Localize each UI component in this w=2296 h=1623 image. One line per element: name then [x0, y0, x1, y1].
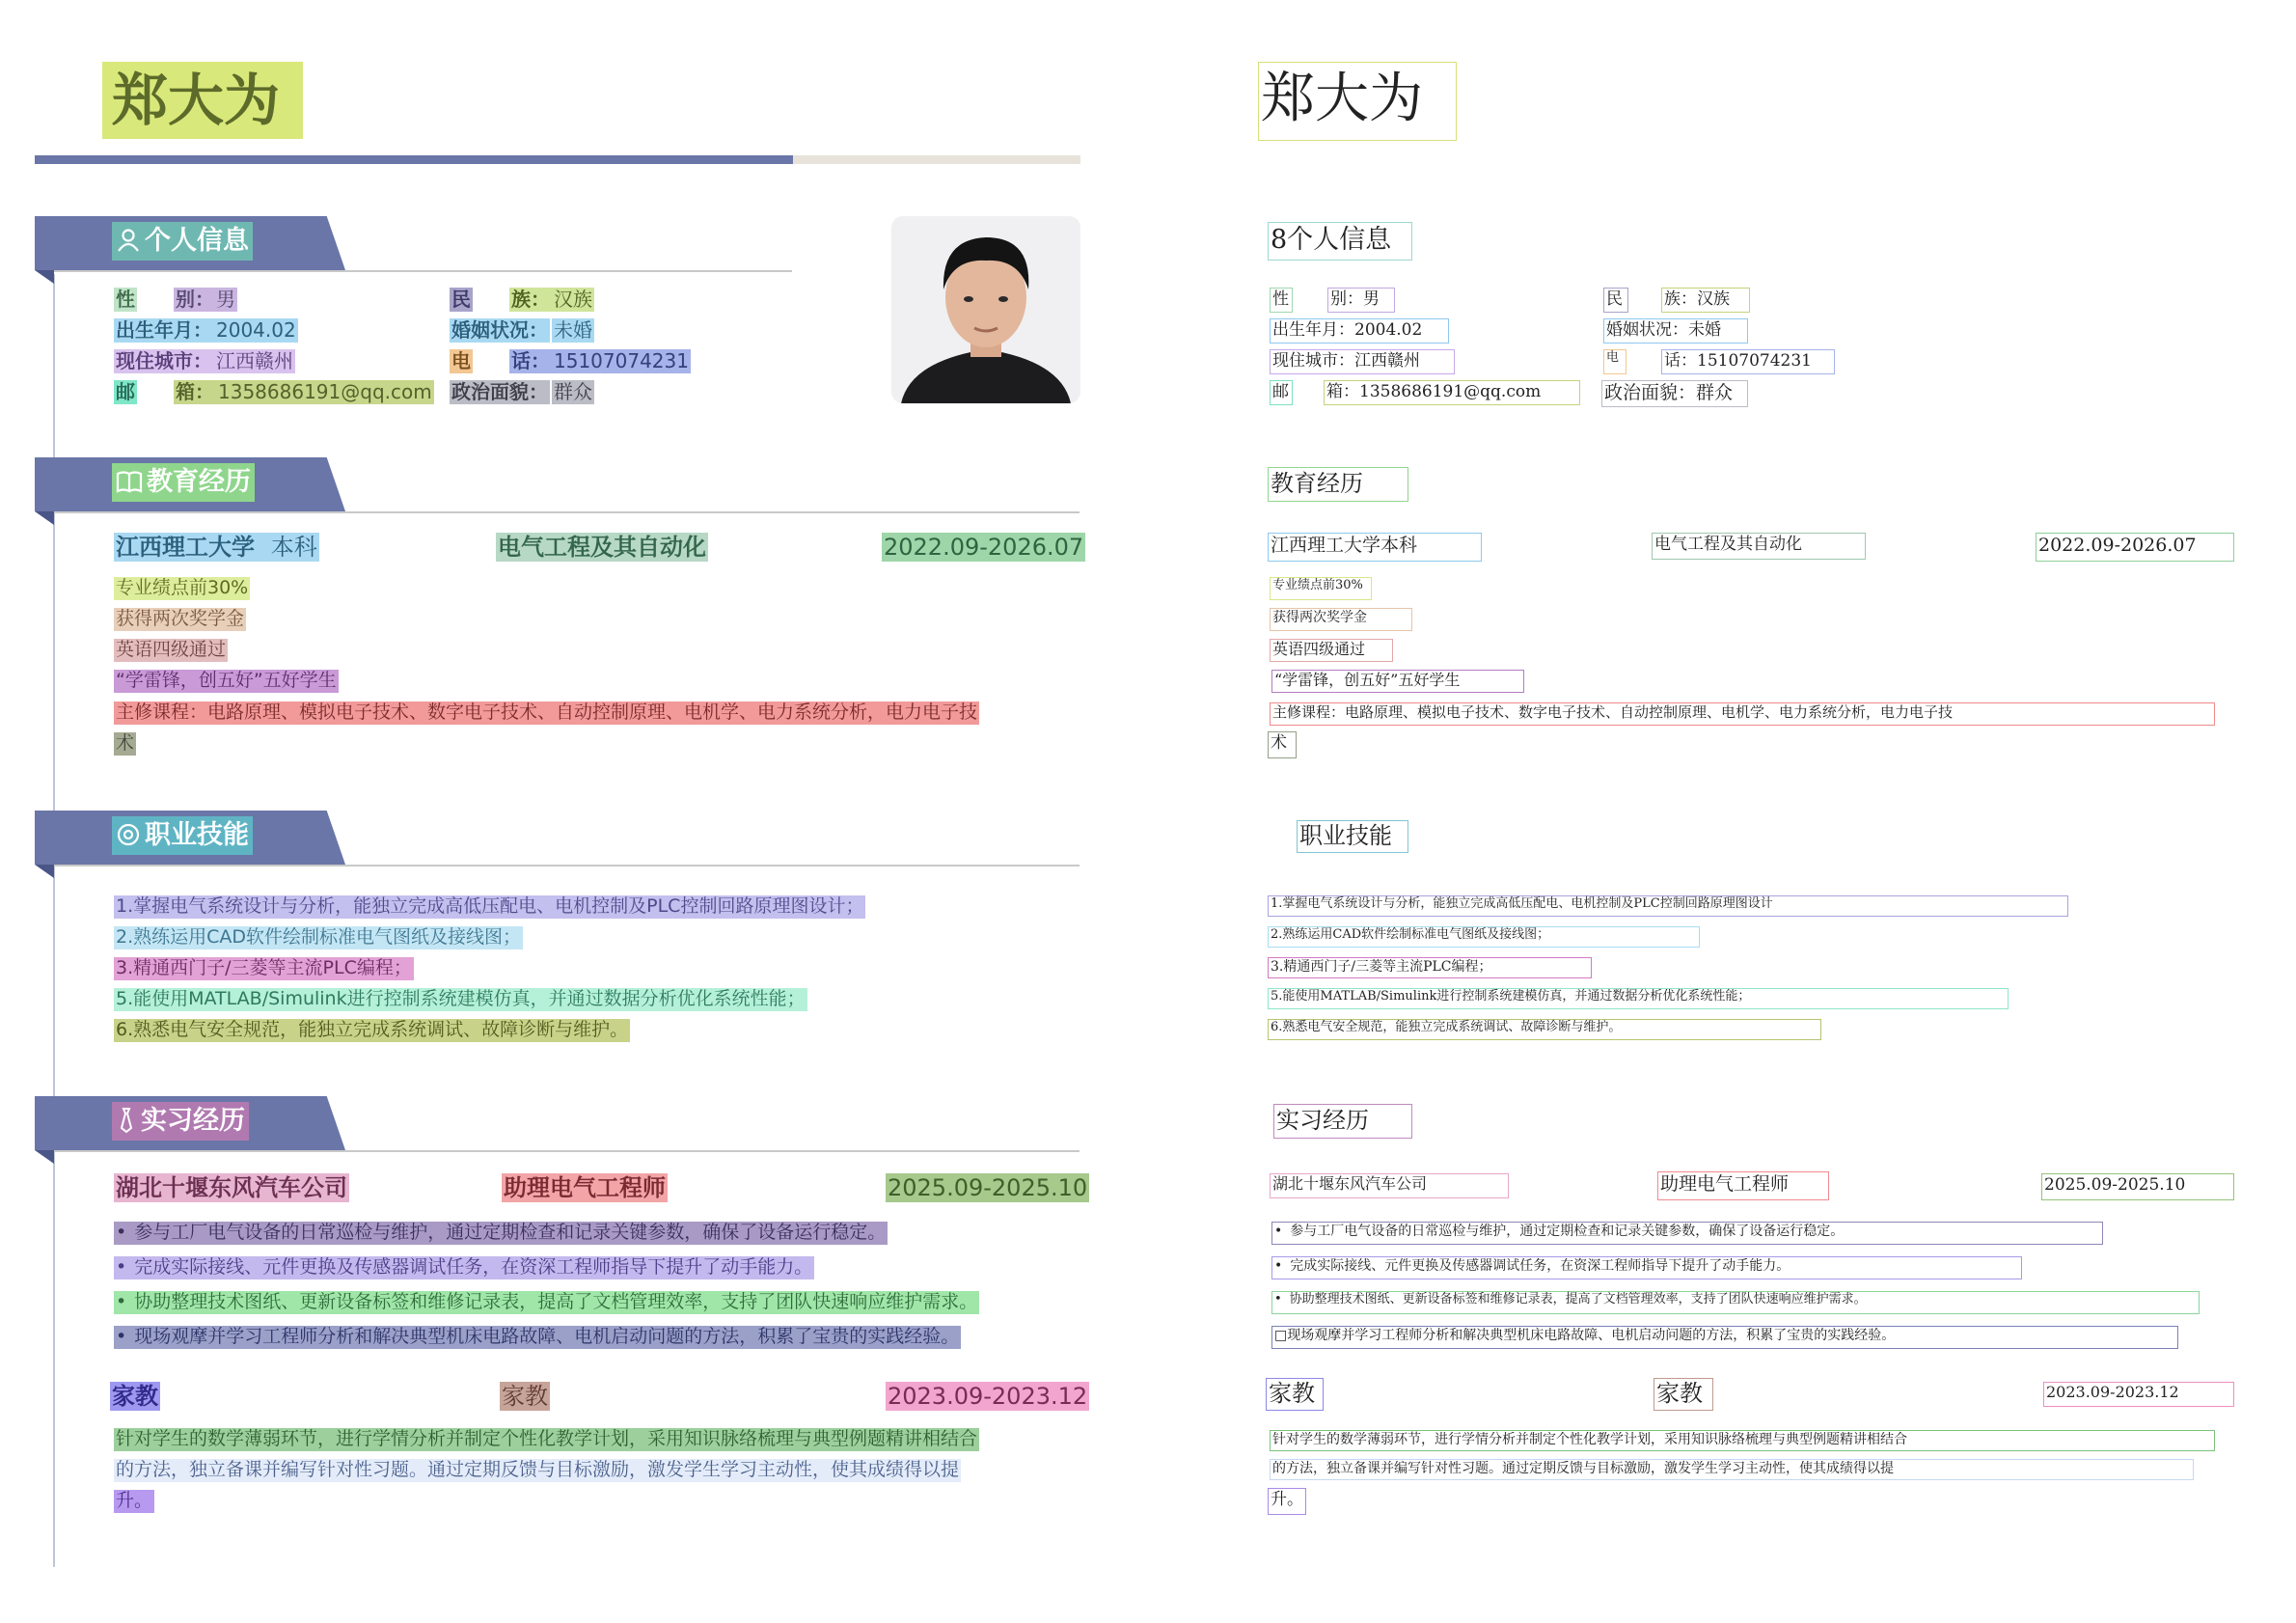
edu-item-1: 专业绩点前30%	[116, 577, 249, 598]
edu-item-2: 获得两次奖学金	[116, 608, 245, 629]
r-gender-a: 性	[1270, 288, 1293, 313]
r-politics: 政治面貌：群众	[1601, 380, 1748, 407]
r-edu-courses-1: 主修课程：电路原理、模拟电子技术、数字电子技术、自动控制原理、电机学、电力系统分析，电力电子技	[1270, 702, 2215, 726]
skill-2: 2.熟练运用CAD软件绘制标准电气图纸及接线图；	[116, 926, 522, 948]
tutor-line-2: 的方法，独立备课并编写针对性习题。通过定期反馈与目标激励，激发学生学习主动性，使其成绩得以提	[116, 1459, 960, 1480]
r-intern-company: 湖北十堰东风汽车公司	[1270, 1173, 1509, 1198]
banner-fold-internship	[35, 1150, 54, 1164]
intern-bullet-1: • 参与工厂电气设备的日常巡检与维护，通过定期检查和记录关键参数，确保了设备运行稳定。	[114, 1222, 888, 1245]
ethnic-value: 汉族	[554, 288, 592, 311]
edu-period: 2022.09-2026.07	[884, 534, 1084, 561]
edu-item-4: “学雷锋，创五好”五好学生	[116, 670, 337, 691]
r-section-internship: 实习经历	[1273, 1104, 1412, 1139]
r-section-personal: 8个人信息	[1268, 222, 1412, 261]
r-intern-bullet-1: • 参与工厂电气设备的日常巡检与维护，通过定期检查和记录关键参数，确保了设备运行稳定。	[1271, 1222, 2103, 1245]
r-edu-item-3: 英语四级通过	[1270, 639, 1393, 662]
r-tutor-org: 家教	[1266, 1378, 1324, 1411]
edu-school: 江西理工大学 本科	[116, 534, 317, 561]
book-icon	[116, 469, 143, 494]
r-tutor-line-3: 升。	[1268, 1488, 1306, 1515]
tie-icon	[116, 1107, 137, 1134]
r-edu-item-2: 获得两次奖学金	[1270, 608, 1412, 631]
phone-value: 15107074231	[554, 349, 689, 372]
skill-4: 5.能使用MATLAB/Simulink进行控制系统建模仿真，并通过数据分析优化系统性能；	[116, 988, 806, 1009]
tutor-line-1: 针对学生的数学薄弱环节，进行学情分析并制定个性化教学计划，采用知识脉络梳理与典型例题精讲相结合	[116, 1428, 978, 1449]
rule-skills	[54, 865, 1080, 867]
politics-value: 群众	[554, 380, 592, 403]
r-intern-role: 助理电气工程师	[1657, 1171, 1829, 1200]
skill-5: 6.熟悉电气安全规范，能独立完成系统调试、故障诊断与维护。	[116, 1019, 629, 1040]
person-photo	[891, 216, 1080, 403]
ethnic-label-b: 族：	[511, 288, 550, 311]
r-ethnic-a: 民	[1603, 288, 1628, 313]
gender-label-b: 别：	[176, 288, 214, 311]
edu-courses-2: 术	[116, 732, 135, 754]
section-title-education: 教育经历	[112, 463, 255, 502]
phone-label-b: 话：	[511, 349, 550, 372]
tutor-org: 家教	[112, 1383, 158, 1410]
section-title-skills: 职业技能	[112, 816, 253, 855]
r-name: 郑大为	[1258, 62, 1457, 141]
email-label-b: 箱：	[176, 380, 214, 403]
phone-label-a: 电	[451, 349, 471, 372]
skill-3: 3.精通西门子/三菱等主流PLC编程；	[116, 957, 412, 978]
rule-education	[54, 511, 1080, 513]
banner-fold-personal	[35, 270, 54, 284]
r-skill-1: 1.掌握电气系统设计与分析，能独立完成高低压配电、电机控制及PLC控制回路原理图设计	[1268, 895, 2068, 917]
r-edu-school: 江西理工大学本科	[1268, 533, 1482, 562]
banner-fold-education	[35, 511, 54, 525]
email-value: 1358686191@qq.com	[218, 380, 432, 403]
ethnic-label-a: 民	[451, 288, 471, 311]
intern-role: 助理电气工程师	[504, 1174, 666, 1201]
r-intern-period: 2025.09-2025.10	[2041, 1173, 2234, 1200]
politics-label: 政治面貌：	[451, 380, 548, 403]
r-edu-period: 2022.09-2026.07	[2036, 533, 2234, 562]
r-section-education: 教育经历	[1268, 467, 1408, 502]
r-tutor-role: 家教	[1654, 1378, 1713, 1411]
r-tutor-period: 2023.09-2023.12	[2043, 1382, 2234, 1407]
r-email-a: 邮	[1270, 380, 1293, 405]
banner-fold-skills	[35, 865, 54, 878]
r-intern-bullet-3: • 协助整理技术图纸、更新设备标签和维修记录表，提高了文档管理效率，支持了团队快速响应维护需求。	[1271, 1291, 2200, 1314]
r-skill-3: 3.精通西门子/三菱等主流PLC编程；	[1268, 957, 1592, 978]
r-marital: 婚姻状况：未婚	[1603, 318, 1748, 344]
tutor-period: 2023.09-2023.12	[888, 1383, 1088, 1410]
r-birth: 出生年月：2004.02	[1270, 318, 1449, 344]
r-city: 现住城市：江西赣州	[1270, 349, 1455, 374]
r-gender-b: 别：男	[1327, 288, 1395, 313]
header-bar-dark	[35, 155, 793, 164]
target-icon	[116, 822, 141, 847]
r-intern-bullet-2: • 完成实际接线、元件更换及传感器调试任务，在资深工程师指导下提升了动手能力。	[1271, 1256, 2022, 1279]
intern-company: 湖北十堰东风汽车公司	[116, 1174, 347, 1201]
r-phone-a: 电	[1603, 349, 1626, 374]
r-tutor-line-2: 的方法，独立备课并编写针对性习题。通过定期反馈与目标激励，激发学生学习主动性，使其成绩得以提	[1270, 1459, 2194, 1480]
r-tutor-line-1: 针对学生的数学薄弱环节，进行学情分析并制定个性化教学计划，采用知识脉络梳理与典型例题精讲相结合	[1270, 1430, 2215, 1451]
header-bar-light	[793, 155, 1080, 164]
city-value: 江西赣州	[216, 349, 293, 372]
r-phone-b: 话：15107074231	[1661, 349, 1835, 374]
name-text: 郑大为	[112, 68, 281, 133]
edu-courses-1: 主修课程：电路原理、模拟电子技术、数字电子技术、自动控制原理、电机学、电力系统分析，电力电子技	[116, 701, 978, 723]
gender-label-a: 性	[116, 288, 135, 311]
gender-value: 男	[216, 288, 235, 311]
r-email-b: 箱：1358686191@qq.com	[1324, 380, 1580, 405]
city-label: 现住城市：	[116, 349, 212, 372]
edu-major: 电气工程及其自动化	[498, 534, 706, 561]
r-edu-item-4: “学雷锋，创五好”五好学生	[1271, 670, 1524, 693]
intern-bullet-4: • 现场观摩并学习工程师分析和解决典型机床电路故障、电机启动问题的方法，积累了宝贵的实践经验。	[114, 1326, 961, 1349]
r-skill-5: 6.熟悉电气安全规范，能独立完成系统调试、故障诊断与维护。	[1268, 1019, 1821, 1040]
r-edu-item-1: 专业绩点前30%	[1270, 577, 1372, 600]
r-edu-major: 电气工程及其自动化	[1652, 533, 1866, 560]
marital-value: 未婚	[554, 318, 592, 342]
email-label-a: 邮	[116, 380, 135, 403]
rule-internship	[54, 1150, 1080, 1152]
r-section-skills: 职业技能	[1297, 820, 1408, 853]
section-title-personal: 个人信息	[112, 222, 253, 261]
tutor-line-3: 升。	[116, 1490, 153, 1511]
intern-bullet-2: • 完成实际接线、元件更换及传感器调试任务，在资深工程师指导下提升了动手能力。	[114, 1256, 814, 1279]
marital-label: 婚姻状况：	[451, 318, 548, 342]
person-icon	[116, 228, 141, 253]
birth-value: 2004.02	[216, 318, 296, 342]
skill-1: 1.掌握电气系统设计与分析，能独立完成高低压配电、电机控制及PLC控制回路原理图设计；	[116, 895, 864, 917]
r-edu-courses-2: 术	[1268, 731, 1297, 758]
r-intern-bullet-4: □现场观摩并学习工程师分析和解决典型机床电路故障、电机启动问题的方法，积累了宝贵的实践经验。	[1271, 1326, 2178, 1349]
r-skill-4: 5.能使用MATLAB/Simulink进行控制系统建模仿真，并通过数据分析优化系统性能；	[1268, 988, 2009, 1009]
intern-bullet-3: • 协助整理技术图纸、更新设备标签和维修记录表，提高了文档管理效率，支持了团队快速响应维护需求。	[114, 1291, 979, 1314]
tutor-role: 家教	[502, 1383, 548, 1410]
rule-personal	[54, 270, 792, 272]
r-ethnic-b: 族：汉族	[1661, 288, 1750, 313]
intern-period: 2025.09-2025.10	[888, 1174, 1088, 1201]
edu-item-3: 英语四级通过	[116, 639, 227, 660]
section-title-internship: 实习经历	[112, 1102, 249, 1141]
birth-label: 出生年月：	[116, 318, 212, 342]
r-skill-2: 2.熟练运用CAD软件绘制标准电气图纸及接线图；	[1268, 926, 1700, 948]
